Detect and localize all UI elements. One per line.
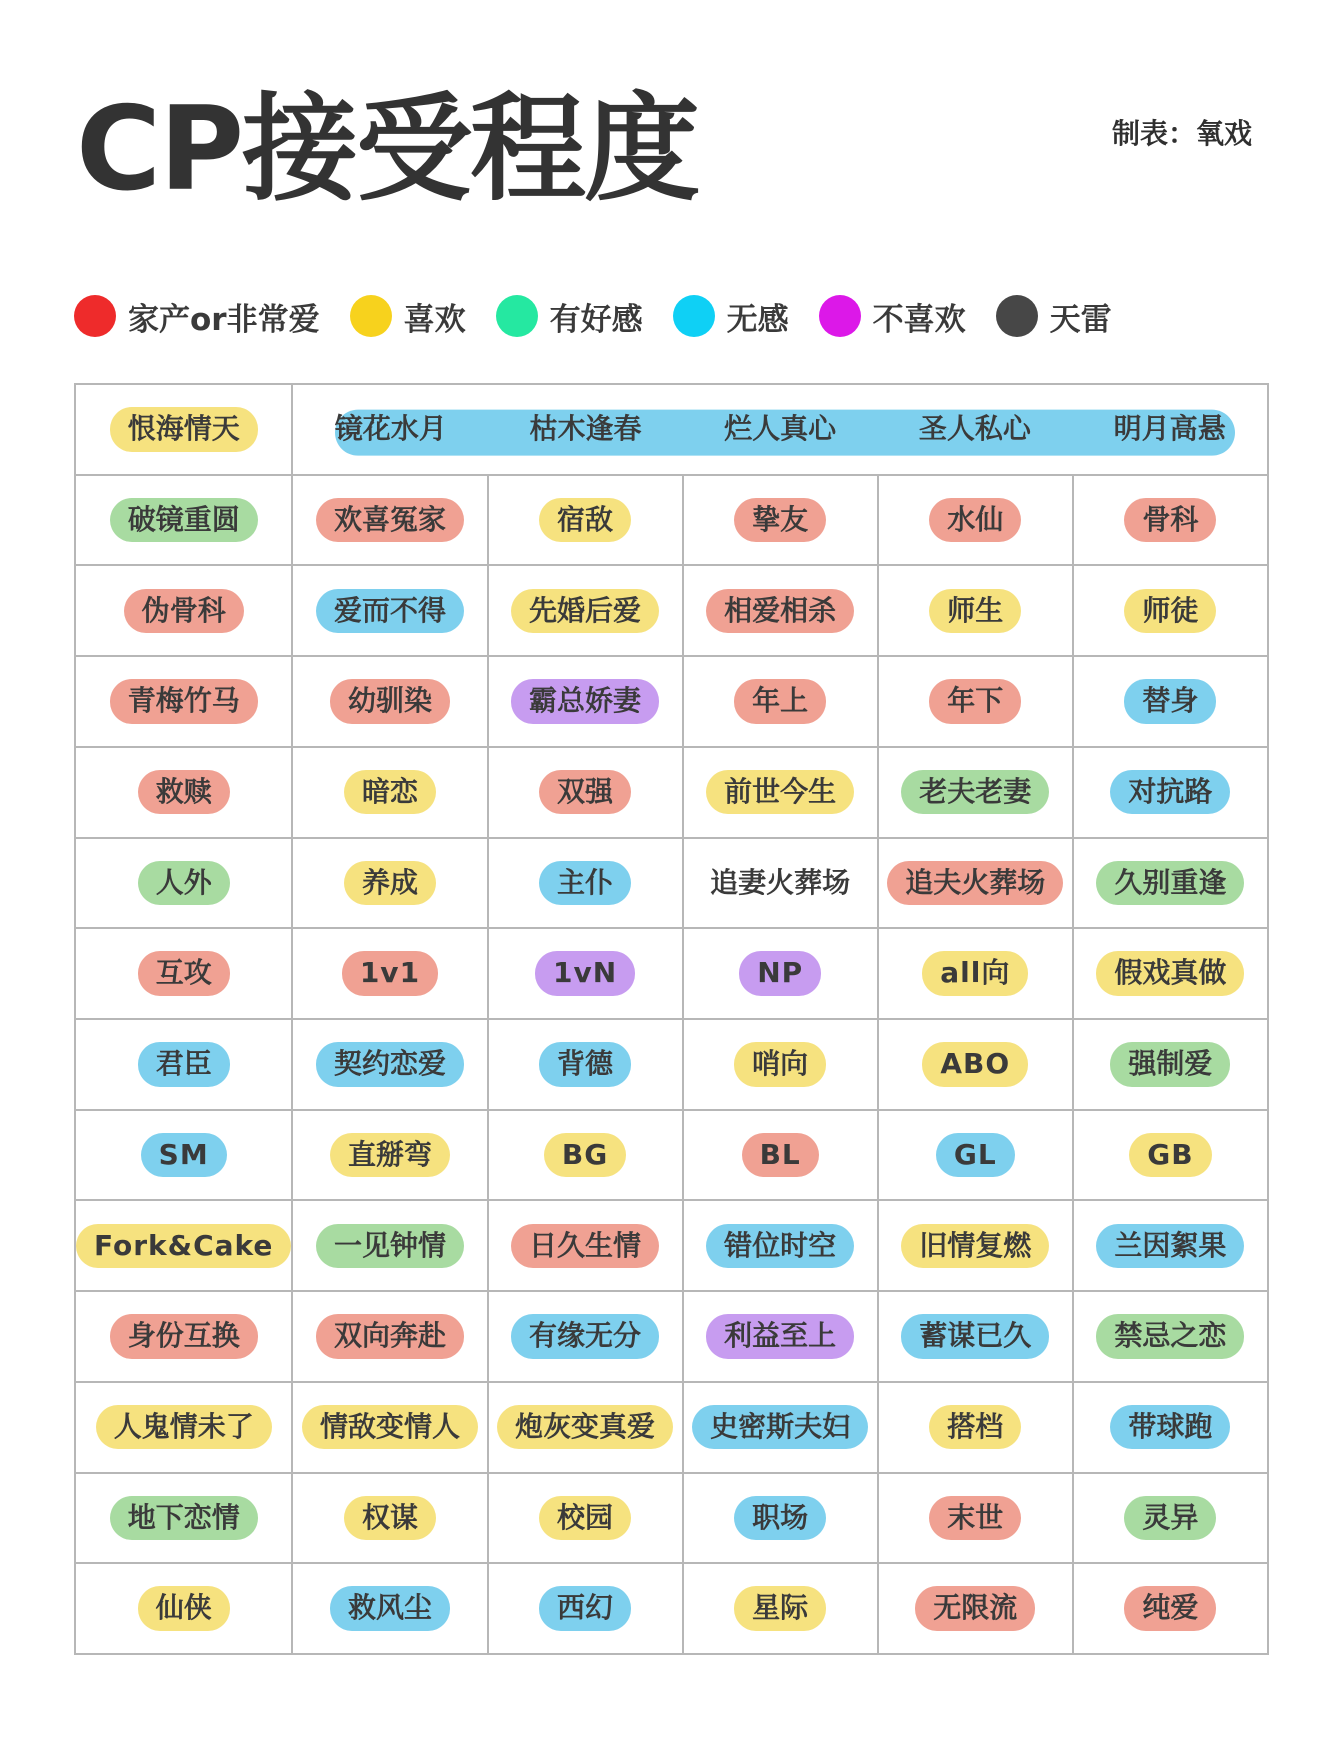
trope-tag: 伪骨科 xyxy=(124,589,244,633)
grid-cell xyxy=(489,566,684,657)
trope-tag: 师生 xyxy=(929,589,1021,633)
trope-tag: 恨海情天 xyxy=(110,407,258,451)
maker-credit: 制表：氧戏 xyxy=(1112,117,1253,150)
legend-label: 天雷 xyxy=(1049,301,1112,338)
trope-tag: 老夫老妻 xyxy=(901,770,1049,814)
trope-tag: 强制爱 xyxy=(1110,1042,1230,1086)
trope-tag: 背德 xyxy=(539,1042,631,1086)
trope-tag: 养成 xyxy=(344,861,436,905)
grid-cell xyxy=(1074,1020,1269,1111)
trope-tag: 灵异 xyxy=(1124,1496,1216,1540)
trope-tag: 骨科 xyxy=(1124,498,1216,542)
trope-tag: 无限流 xyxy=(915,1586,1035,1630)
grid-cell xyxy=(76,566,293,657)
trope-tag: 主仆 xyxy=(539,861,631,905)
legend-label: 家产or非常爱 xyxy=(128,301,320,338)
legend-item xyxy=(350,294,466,339)
grid-cell xyxy=(879,748,1074,839)
grid-cell xyxy=(684,1201,879,1292)
grid-cell xyxy=(1074,1292,1269,1383)
trope-tag: 直掰弯 xyxy=(330,1133,450,1177)
trope-tag: 禁忌之恋 xyxy=(1096,1314,1244,1358)
trope-tag: 相爱相杀 xyxy=(706,589,854,633)
legend-item xyxy=(496,294,643,339)
grid-cell xyxy=(684,1020,879,1111)
trope-tag: 双向奔赴 xyxy=(316,1314,464,1358)
grid-cell xyxy=(76,385,293,476)
trope-tag: GL xyxy=(936,1133,1015,1177)
trope-tag: 1vN xyxy=(535,951,635,995)
trope-tag: 爱而不得 xyxy=(316,589,464,633)
grid-cell xyxy=(489,1111,684,1202)
trope-tag: 身份互换 xyxy=(110,1314,258,1358)
grid-cell xyxy=(293,748,488,839)
page-title: CP接受程度 xyxy=(76,82,699,217)
grid-cell xyxy=(293,566,488,657)
grid-cell xyxy=(293,1474,488,1565)
legend-dot-icon xyxy=(996,295,1038,337)
trope-tag: 双强 xyxy=(539,770,631,814)
legend-dot-icon xyxy=(673,295,715,337)
grid-cell xyxy=(684,566,879,657)
trope-tag: 替身 xyxy=(1124,679,1216,723)
trope-tag: 人鬼情未了 xyxy=(96,1405,272,1449)
grid-cell xyxy=(879,1201,1074,1292)
grid-cell xyxy=(489,1474,684,1565)
grid-cell xyxy=(879,657,1074,748)
trope-tag: 年下 xyxy=(929,679,1021,723)
grid-cell-band xyxy=(293,385,1269,476)
grid-cell xyxy=(293,1292,488,1383)
trope-tag: 旧情复燃 xyxy=(901,1224,1049,1268)
grid-cell xyxy=(76,476,293,567)
trope-tag: 明月高悬 xyxy=(1113,412,1226,446)
grid-cell xyxy=(76,1474,293,1565)
trope-tag: 幼驯染 xyxy=(330,679,450,723)
grid-cell xyxy=(293,1201,488,1292)
grid-cell xyxy=(76,1111,293,1202)
grid-cell xyxy=(489,929,684,1020)
trope-tag: 烂人真心 xyxy=(724,412,837,446)
grid-cell xyxy=(1074,748,1269,839)
grid-cell xyxy=(1074,1383,1269,1474)
legend-dot-icon xyxy=(74,295,116,337)
grid-cell xyxy=(76,1292,293,1383)
trope-tag: 校园 xyxy=(539,1496,631,1540)
grid-cell xyxy=(684,657,879,748)
trope-tag: 炮灰变真爱 xyxy=(497,1405,673,1449)
trope-tag: 日久生情 xyxy=(511,1224,659,1268)
trope-tag: 哨向 xyxy=(734,1042,826,1086)
grid-cell xyxy=(489,476,684,567)
trope-tag: 互攻 xyxy=(138,951,230,995)
trope-tag: 人外 xyxy=(138,861,230,905)
grid-cell xyxy=(1074,566,1269,657)
grid-cell xyxy=(1074,839,1269,930)
trope-tag: 久别重逢 xyxy=(1096,861,1244,905)
grid-cell xyxy=(293,1383,488,1474)
trope-tag: 一见钟情 xyxy=(316,1224,464,1268)
legend-item xyxy=(819,294,966,339)
trope-tag: 利益至上 xyxy=(706,1314,854,1358)
grid-cell xyxy=(879,1020,1074,1111)
trope-tag: 假戏真做 xyxy=(1096,951,1244,995)
trope-tag: BG xyxy=(544,1133,626,1177)
trope-tag: 错位时空 xyxy=(706,1224,854,1268)
trope-tag: 1v1 xyxy=(342,951,438,995)
grid-cell xyxy=(76,748,293,839)
legend-dot-icon xyxy=(819,295,861,337)
trope-tag: 挚友 xyxy=(734,498,826,542)
grid-cell xyxy=(684,1111,879,1202)
trope-grid xyxy=(74,383,1269,1655)
trope-tag: 君臣 xyxy=(138,1042,230,1086)
legend-label: 不喜欢 xyxy=(872,301,966,338)
trope-tag: 圣人私心 xyxy=(918,412,1031,446)
grid-cell xyxy=(879,1474,1074,1565)
trope-tag: 暗恋 xyxy=(344,770,436,814)
trope-tag: 枯木逢春 xyxy=(529,412,642,446)
grid-cell xyxy=(684,1564,879,1655)
legend-label: 有好感 xyxy=(549,301,643,338)
grid-cell xyxy=(489,839,684,930)
grid-cell xyxy=(76,839,293,930)
legend-label: 喜欢 xyxy=(403,301,466,338)
grid-cell xyxy=(293,476,488,567)
grid-cell xyxy=(684,929,879,1020)
trope-tag: 师徒 xyxy=(1124,589,1216,633)
grid-cell xyxy=(76,1201,293,1292)
grid-cell xyxy=(684,1292,879,1383)
trope-tag: 宿敌 xyxy=(539,498,631,542)
trope-tag: BL xyxy=(742,1133,819,1177)
trope-tag: 星际 xyxy=(734,1586,826,1630)
grid-cell xyxy=(1074,1474,1269,1565)
grid-cell xyxy=(1074,1564,1269,1655)
legend-item xyxy=(996,294,1112,339)
trope-tag: 带球跑 xyxy=(1110,1405,1230,1449)
trope-tag: SM xyxy=(141,1133,227,1177)
trope-tag: 情敌变情人 xyxy=(302,1405,478,1449)
grid-cell xyxy=(879,1111,1074,1202)
grid-cell xyxy=(1074,657,1269,748)
grid-cell xyxy=(293,1020,488,1111)
grid-cell xyxy=(879,839,1074,930)
trope-tag: 仙侠 xyxy=(138,1586,230,1630)
grid-cell xyxy=(489,1201,684,1292)
trope-tag: 先婚后爱 xyxy=(511,589,659,633)
trope-tag: all向 xyxy=(922,951,1028,995)
legend-dot-icon xyxy=(350,295,392,337)
trope-tag: 权谋 xyxy=(344,1496,436,1540)
grid-cell xyxy=(879,1292,1074,1383)
legend-item xyxy=(74,294,320,339)
trope-tag: 史密斯夫妇 xyxy=(692,1405,868,1449)
grid-cell xyxy=(879,1383,1074,1474)
trope-tag: ABO xyxy=(922,1042,1028,1086)
trope-tag: NP xyxy=(739,951,821,995)
grid-cell xyxy=(76,929,293,1020)
grid-cell xyxy=(293,657,488,748)
grid-cell xyxy=(489,657,684,748)
legend-label: 无感 xyxy=(726,301,789,338)
trope-tag: 职场 xyxy=(734,1496,826,1540)
grid-cell xyxy=(684,839,879,930)
grid-cell xyxy=(684,1474,879,1565)
trope-tag: 霸总娇妻 xyxy=(511,679,659,723)
legend-item xyxy=(673,294,789,339)
grid-cell xyxy=(879,476,1074,567)
grid-cell xyxy=(76,1564,293,1655)
trope-tag: 救风尘 xyxy=(330,1586,450,1630)
grid-cell xyxy=(489,748,684,839)
grid-cell xyxy=(293,839,488,930)
grid-cell xyxy=(684,748,879,839)
trope-tag: 兰因絮果 xyxy=(1096,1224,1244,1268)
grid-cell xyxy=(489,1383,684,1474)
grid-cell xyxy=(76,657,293,748)
trope-tag: 水仙 xyxy=(929,498,1021,542)
trope-tag: 救赎 xyxy=(138,770,230,814)
trope-tag: 搭档 xyxy=(929,1405,1021,1449)
trope-tag: 镜花水月 xyxy=(334,412,447,446)
grid-cell xyxy=(1074,476,1269,567)
grid-cell xyxy=(293,929,488,1020)
grid-cell xyxy=(489,1564,684,1655)
trope-tag: 破镜重圆 xyxy=(110,498,258,542)
grid-cell xyxy=(1074,1111,1269,1202)
trope-tag: 前世今生 xyxy=(706,770,854,814)
trope-tag: Fork&Cake xyxy=(76,1224,291,1268)
trope-tag: 末世 xyxy=(929,1496,1021,1540)
grid-cell xyxy=(489,1292,684,1383)
grid-cell xyxy=(879,566,1074,657)
grid-cell xyxy=(1074,1201,1269,1292)
grid-cell xyxy=(684,476,879,567)
trope-tag: GB xyxy=(1129,1133,1211,1177)
grid-cell xyxy=(293,1564,488,1655)
grid-cell xyxy=(879,1564,1074,1655)
trope-tag: 年上 xyxy=(734,679,826,723)
legend-dot-icon xyxy=(496,295,538,337)
trope-tag: 纯爱 xyxy=(1124,1586,1216,1630)
trope-tag: 对抗路 xyxy=(1110,770,1230,814)
trope-tag: 契约恋爱 xyxy=(316,1042,464,1086)
trope-tag: 有缘无分 xyxy=(511,1314,659,1358)
band-labels xyxy=(293,407,1267,451)
trope-tag: 地下恋情 xyxy=(110,1496,258,1540)
grid-cell xyxy=(76,1383,293,1474)
trope-tag: 青梅竹马 xyxy=(110,679,258,723)
trope-tag: 蓄谋已久 xyxy=(901,1314,1049,1358)
trope-tag: 西幻 xyxy=(539,1586,631,1630)
grid-cell xyxy=(489,1020,684,1111)
trope-tag: 追妻火葬场 xyxy=(710,865,851,899)
grid-cell xyxy=(293,1111,488,1202)
grid-cell xyxy=(879,929,1074,1020)
grid-cell xyxy=(1074,929,1269,1020)
grid-cell xyxy=(76,1020,293,1111)
legend xyxy=(74,292,1142,340)
trope-tag: 追夫火葬场 xyxy=(887,861,1063,905)
trope-tag: 欢喜冤家 xyxy=(316,498,464,542)
grid-cell xyxy=(684,1383,879,1474)
